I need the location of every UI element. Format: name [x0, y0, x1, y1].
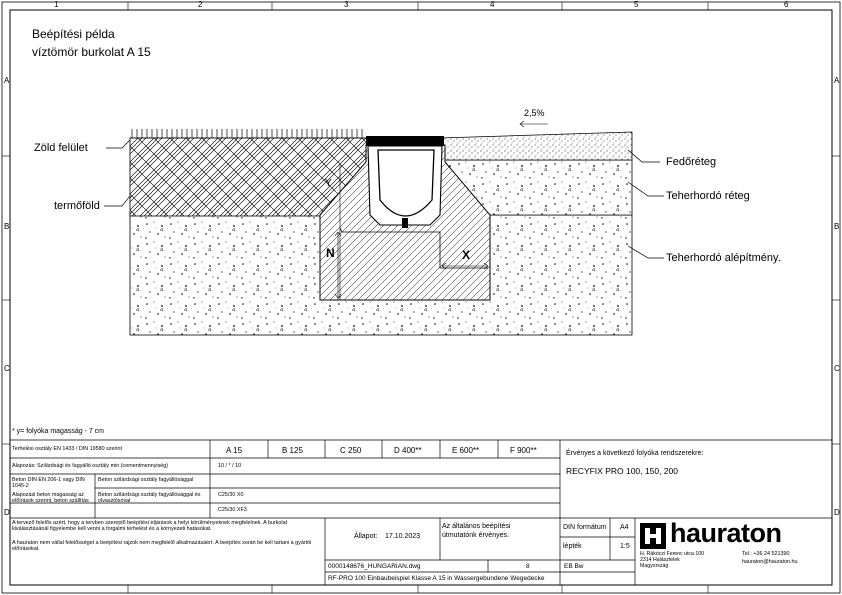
load-class-label: Terhelési osztály EN 1433 / DIN 19580 szerint — [12, 446, 122, 452]
concrete-x0: C25/30 X0 — [218, 492, 244, 498]
dim-x-label: X — [462, 248, 471, 262]
row-letter-c-right: C — [834, 364, 840, 373]
row-letter-a: A — [4, 76, 10, 85]
class-a15: A 15 — [226, 446, 243, 455]
label-cover-layer: Fedőréteg — [666, 156, 717, 168]
general-note: Az általános beépítési útmutatónk érvényes. — [442, 523, 511, 539]
class-d400: D 400** — [394, 446, 422, 455]
col-number-2: 2 — [198, 0, 203, 9]
label-slope: 2,5% — [524, 108, 545, 118]
label-base-layer: Teherhordó réteg — [666, 190, 750, 202]
row-letter-b-right: B — [834, 222, 840, 231]
din-label: DIN formátum — [563, 524, 607, 531]
foundation-height-note: Alapozási beton magasság az előírások szerint, beton szállítás — [12, 492, 89, 505]
concrete-class-text: Beton szilárdsági osztály fagyállósággal — [98, 477, 194, 483]
row-letter-b: B — [4, 222, 10, 231]
col-number-1: 1 — [54, 0, 59, 9]
col-number-6: 6 — [784, 0, 789, 9]
col-number-4: 4 — [490, 0, 495, 9]
concrete-xf3: C25/30 XF3 — [218, 507, 247, 513]
col-number-5: 5 — [634, 0, 639, 9]
cover-layer — [440, 132, 632, 160]
status-date: 17.10.2023 — [385, 533, 421, 540]
concrete-standard: Beton DIN EN 206-1 vagy DIN 1045-2 — [12, 477, 85, 490]
col-number-3: 3 — [344, 0, 349, 9]
company-email: hauraton@hauraton.hu — [742, 559, 798, 565]
channel-foot — [402, 218, 408, 228]
row-letter-d-right: D — [834, 508, 840, 517]
label-green-surface: Zöld felület — [34, 142, 88, 154]
hauraton-logo-mark — [640, 523, 666, 549]
drawing-title: Beépítési példa — [32, 27, 115, 41]
concrete-class-text-frost: Beton szilárdsági osztály fagyállósággal és olvasztósóval — [98, 492, 201, 505]
foundation-value: 10 / * / 10 — [218, 463, 242, 469]
scale-label: lépték — [563, 543, 582, 550]
brand-logo-text: hauraton — [670, 518, 782, 548]
status-label: Állapot: — [354, 533, 378, 540]
class-b125: B 125 — [282, 446, 303, 455]
company-address: H. Rákóczi Ferenc utca 100 2314 Halásztelek Magyország — [640, 551, 705, 570]
class-c250: C 250 — [340, 446, 362, 455]
row-letter-a-right: A — [834, 76, 840, 85]
footnote: * y= folyóka magasság - 7 cm — [12, 428, 105, 435]
row-letter-c: C — [4, 364, 10, 373]
author: EB Bw — [564, 563, 584, 570]
file-name: 0000148676_HUNGARIAN.dwg — [328, 563, 421, 570]
scale-value: 1:5 — [620, 543, 630, 550]
label-topsoil: termőföld — [54, 200, 100, 212]
planner-note: A tervező felelős azért, hogy a tervben szereplő beépítési eljárások a helyi körülményeknek megfelelnek. A burkolat kiválasztásánál figyelembe kell venni a forgalmi terhelést és a környezeti hatásokat. — [12, 520, 288, 533]
drawing-subtitle: víztömör burkolat A 15 — [32, 45, 151, 59]
class-f900: F 900** — [510, 446, 537, 455]
valid-systems: RECYFIX PRO 100, 150, 200 — [566, 466, 678, 476]
label-subbase: Teherhordó alépítmény. — [666, 252, 781, 264]
grass-surface — [130, 129, 368, 138]
valid-systems-label: Érvényes a következő folyóka rendszerekre: — [566, 450, 704, 457]
company-phone: Tel.: +36 24 521390 — [742, 551, 790, 557]
dim-n-label: N — [326, 246, 335, 260]
sheet-number: 8 — [526, 563, 530, 570]
din-value: A4 — [620, 524, 629, 531]
grating — [366, 136, 444, 146]
channel-profile — [378, 150, 434, 216]
row-letter-d: D — [4, 508, 10, 517]
liability-note: A hauraton nem vállal felelősséget a beépítési rajzok nem megfelelő alkalmazásáért. A beépítés során be kell tartani a gyártói előírásokat. — [12, 540, 312, 553]
class-e600: E 600** — [452, 446, 480, 455]
dim-y-label: Y — [325, 178, 332, 189]
foundation-label: Alapozás: Szilárdsági és fagyálló osztály min (cementmennyiség) — [12, 463, 169, 469]
bottom-title: RF-PRO 100 Einbaubeispiel Klasse A 15 in Wassergebundene Wegedecke — [328, 575, 545, 582]
